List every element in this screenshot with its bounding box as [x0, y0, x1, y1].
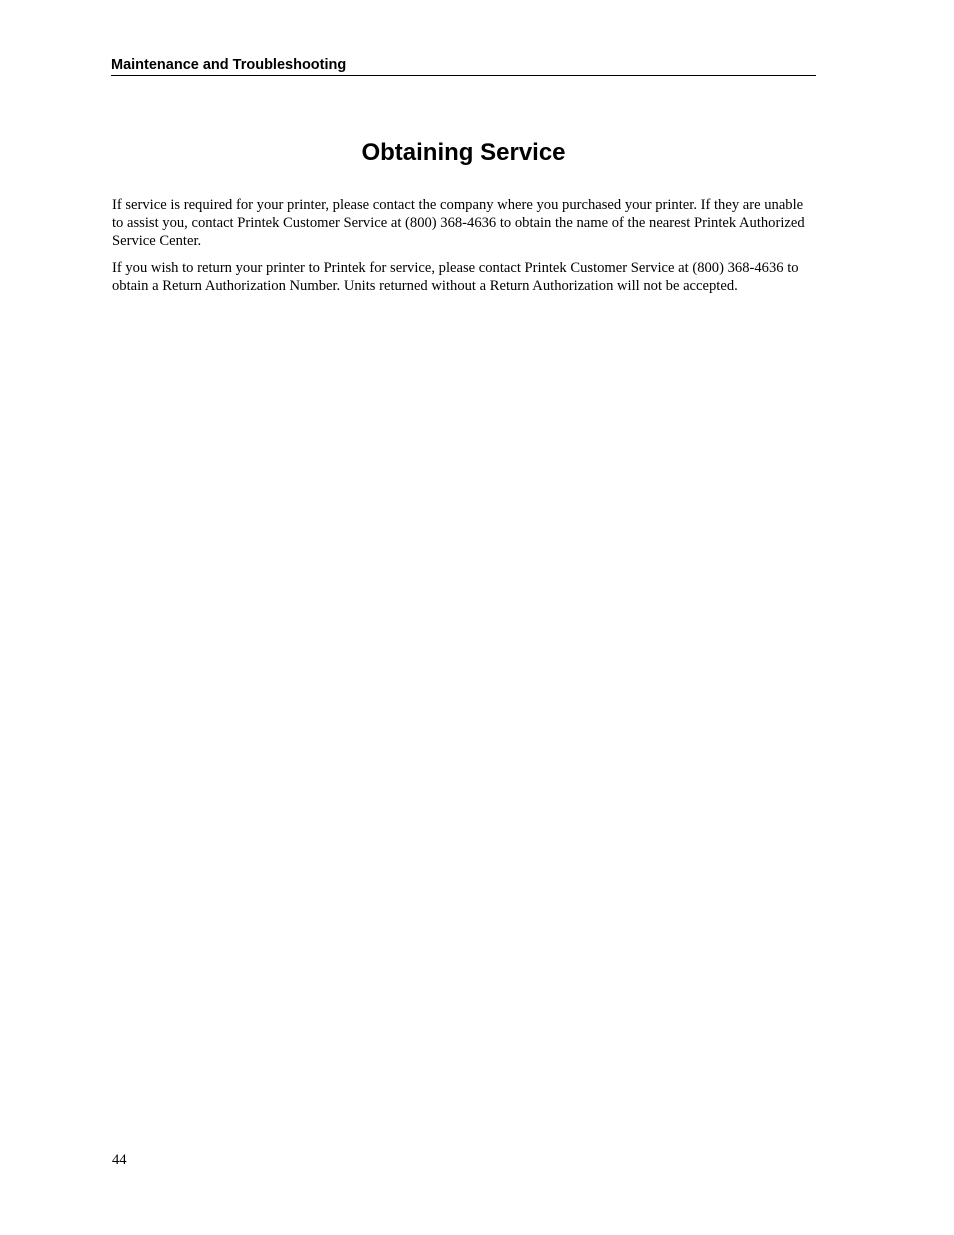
paragraph-return-authorization: If you wish to return your printer to Printek for service, please contact Printek Customer Service at (800) 368-4636 to obtain a Return Authorization Number. Units returned without a Return Authorization will not be accepted. [112, 260, 799, 294]
running-header: Maintenance and Troubleshooting [111, 56, 816, 76]
section-body [112, 196, 816, 304]
paragraph-contact-dealer: If service is required for your printer, please contact the company where you purchased your printer. If they are unable to assist you, contact Printek Customer Service at (800) 368-4636 to obtain the name of the nearest Printek Authorized Service Center. [112, 197, 805, 249]
section-title: Obtaining Service [361, 139, 566, 166]
page-number: 44 [112, 1152, 127, 1168]
